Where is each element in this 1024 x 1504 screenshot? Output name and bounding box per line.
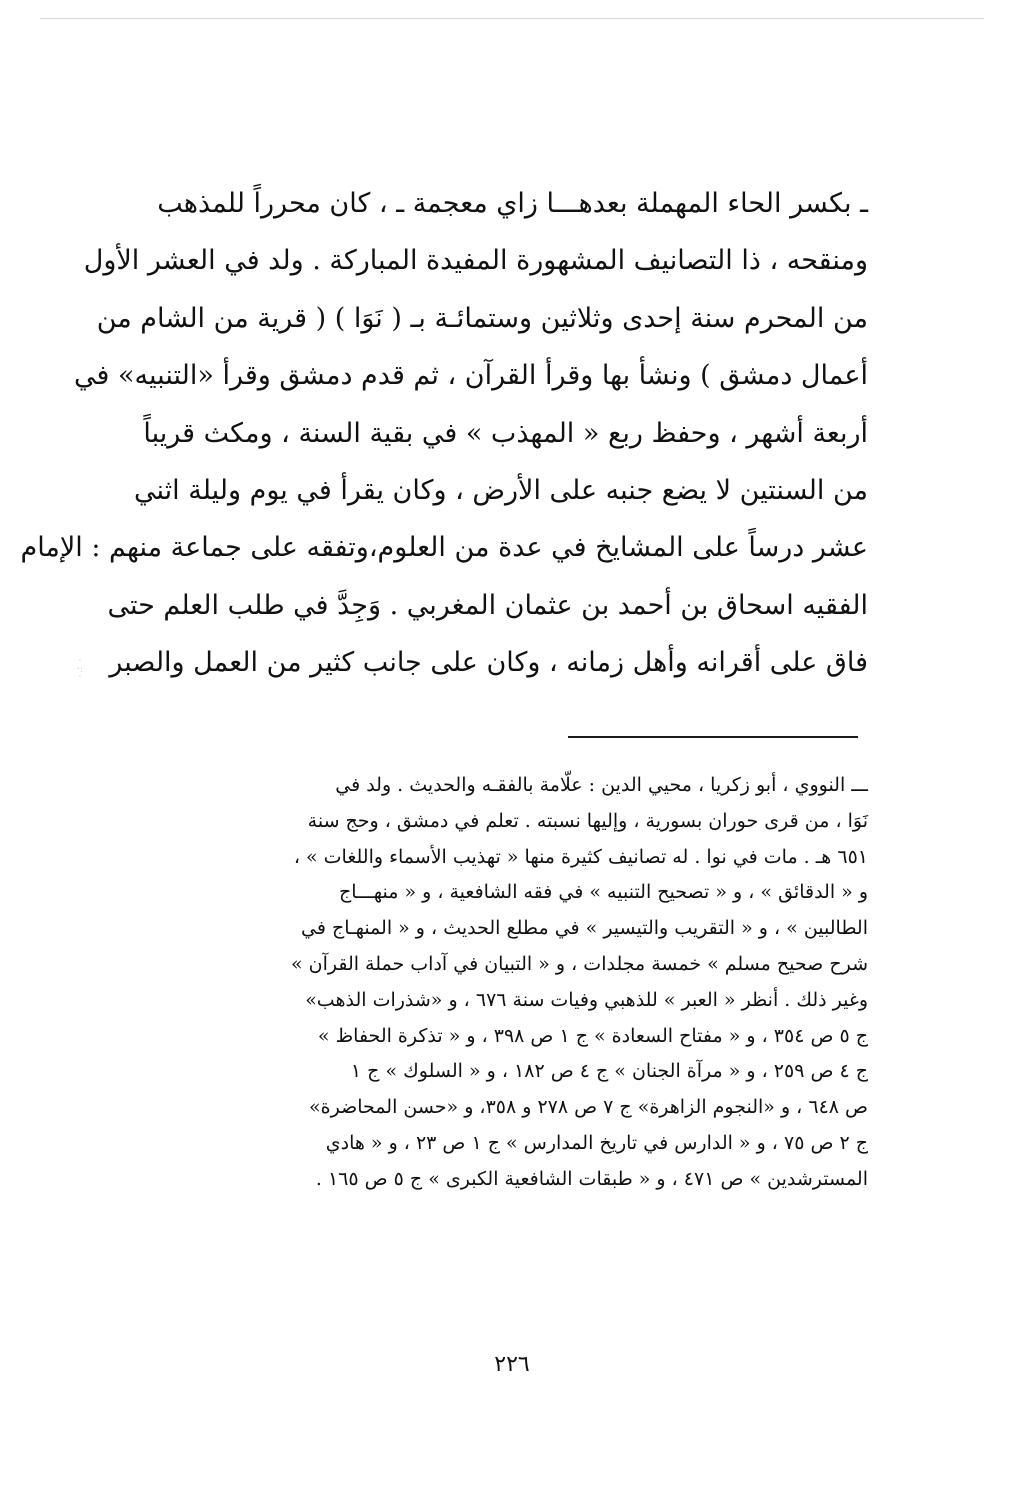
footnote-line: و « الدقائق » ، و « تصحيح التنبيه » في فقه الشافعية ، و « منهـــاج bbox=[338, 881, 868, 904]
footnotes-block bbox=[150, 768, 868, 1198]
footnote-line: ج ٢ ص ٧٥ ، و « الدارس في تاريخ المدارس » ج ١ ص ٢٣ ، و « هادي bbox=[325, 1131, 868, 1154]
main-text-line: أربعة أشهر ، وحفظ ربع « المهذب » في بقية السنة ، ومكث قريباً bbox=[143, 417, 868, 449]
main-text-line: أعمال دمشق ) ونشأ بها وقرأ القرآن ، ثم قدم دمشق وقرأ «التنبيه» في bbox=[74, 360, 868, 392]
top-page-rule bbox=[40, 18, 984, 19]
main-text-line: من السنتين لا يضع جنبه على الأرض ، وكان يقرأ في يوم وليلة اثني bbox=[133, 474, 868, 506]
footnote-line: شرح صحيح مسلم » خمسة مجلدات ، و « التبيان في آداب حملة القرآن » bbox=[290, 952, 868, 975]
main-text-line: ـ بكسر الحاء المهملة بعدهـــا زاي معجمة ـ ، كان محرراً للمذهب bbox=[157, 188, 868, 219]
footnote-line: نَوَا ، من قرى حوران بسورية ، وإليها نسبته . تعلم في دمشق ، وحج سنة bbox=[307, 809, 868, 832]
main-text-block bbox=[20, 175, 868, 692]
main-text-line: ومنقحه ، ذا التصانيف المشهورة المفيدة المباركة . ولد في العشر الأول bbox=[83, 245, 868, 277]
main-text-line: من المحرم سنة إحدى وثلاثين وستمائـة بـ ( نَوَا ) ( قرية من الشام من bbox=[96, 302, 868, 334]
footnote-line: الطالبين » ، و « التقريب والتيسير » في مطلع الحديث ، و « المنهـاج في bbox=[300, 917, 868, 940]
footnote-line: ج ٥ ص ٣٥٤ ، و « مفتاح السعادة » ج ١ ص ٣٩٨ ، و « تذكرة الحفاظ » bbox=[317, 1024, 868, 1047]
main-text-line: عشر درساً على المشايخ في عدة من العلوم،وتفقه على جماعة منهم : الإمام bbox=[20, 532, 868, 564]
footnote-line: وغير ذلك . أنظر « العبر » للذهبي وفيات سنة ٦٧٦ ، و «شذرات الذهب» bbox=[305, 988, 868, 1011]
footnote-line: ٦٥١ هـ . مات في نوا . له تصانيف كثيرة منها « تهذيب الأسماء واللغات » ، bbox=[293, 845, 868, 868]
footnote-separator-rule bbox=[568, 736, 858, 738]
footnote-line: ص ٦٤٨ ، و «النجوم الزاهرة» ج ٧ ص ٢٧٨ و ٣٥٨، و «حسن المحاضرة» bbox=[309, 1096, 868, 1119]
page-number: ٢٢٦ bbox=[494, 1352, 530, 1377]
scan-speck-mark: · ·: · bbox=[76, 656, 84, 683]
footnote-line: المسترشدين » ص ٤٧١ ، و « طبقات الشافعية الكبرى » ج ٥ ص ١٦٥ . bbox=[315, 1167, 868, 1190]
footnote-line: ج ٤ ص ٢٥٩ ، و « مرآة الجنان » ج ٤ ص ١٨٢ ، و « السلوك » ج ١ bbox=[350, 1060, 868, 1083]
main-text-line: الفقيه اسحاق بن أحمد بن عثمان المغربي . وَجِدَّ في طلب العلم حتى bbox=[107, 589, 868, 621]
main-text-line: فاق على أقرانه وأهل زمانه ، وكان على جانب كثير من العمل والصبر bbox=[109, 647, 868, 679]
footnote-line: ـــ النووي ، أبو زكريا ، محيي الدين : علّامة بالفقـه والحديث . ولد في bbox=[335, 774, 868, 796]
